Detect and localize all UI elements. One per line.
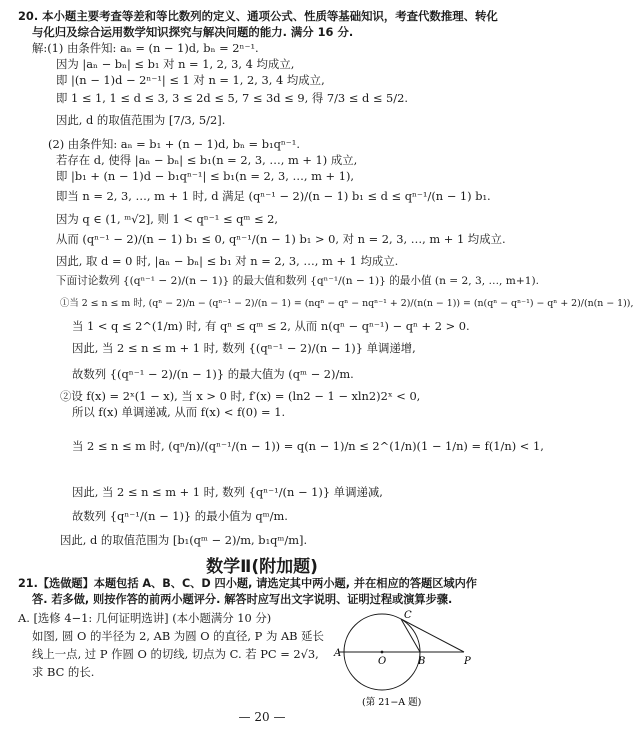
case1-line1: ①当 2 ≤ n ≤ m 时, (qⁿ − 2)/n − (qⁿ⁻¹ − 2)/(n − 1) = (nqⁿ − qⁿ − nqⁿ⁻¹ + 2)/(n(n − 1)) = (n(qⁿ − qⁿ⁻¹) − qⁿ + 2)/(n(n − 1)),: [60, 298, 633, 309]
part2-line2: 若存在 d, 使得 |aₙ − bₙ| ≤ b₁(n = 2, 3, …, m + 1) 成立,: [56, 153, 358, 167]
case2-line1: ②设 f(x) = 2ˣ(1 − x), 当 x > 0 时, f′(x) = (ln2 − 1 − xln2)2ˣ < 0,: [60, 389, 421, 403]
problem-21a-line2: 线上一点, 过 P 作圆 O 的切线, 切点为 C. 若 PC = 2√3,: [32, 647, 319, 661]
part1-line5: 因此, d 的取值范围为 [7/3, 5/2].: [56, 113, 226, 127]
label-c: C: [404, 610, 412, 621]
case1-line3: 因此, 当 2 ≤ n ≤ m + 1 时, 数列 {(qⁿ⁻¹ − 2)/(n − 1)} 单调递增,: [72, 341, 416, 355]
problem-21a-line1: 如图, 圆 O 的半径为 2, AB 为圆 O 的直径, P 为 AB 延长: [32, 629, 324, 643]
page-number: — 20 —: [238, 710, 286, 724]
final-answer-line: 因此, d 的取值范围为 [b₁(qᵐ − 2)/m, b₁qᵐ/m].: [60, 533, 308, 547]
figure-caption: (第 21−A 题): [362, 697, 422, 708]
label-o: O: [378, 656, 387, 667]
part2-line6: 从而 (qⁿ⁻¹ − 2)/(n − 1) b₁ ≤ 0, qⁿ⁻¹/(n − 1) b₁ > 0, 对 n = 2, 3, …, m + 1 均成立.: [56, 232, 506, 246]
section-title: 数学Ⅱ(附加题): [206, 557, 318, 577]
label-p: P: [464, 656, 471, 667]
case1-line2: 当 1 < q ≤ 2^(1/m) 时, 有 qⁿ ≤ qᵐ ≤ 2, 从而 n(qⁿ − qⁿ⁻¹) − qⁿ + 2 > 0.: [72, 319, 470, 333]
part2-line3: 即 |b₁ + (n − 1)d − b₁qⁿ⁻¹| ≤ b₁(n = 2, 3, …, m + 1),: [56, 169, 355, 183]
part1-line3: 即 |(n − 1)d − 2ⁿ⁻¹| ≤ 1 对 n = 1, 2, 3, 4 均成立,: [56, 73, 325, 87]
case2-line4: 因此, 当 2 ≤ n ≤ m + 1 时, 数列 {qⁿ⁻¹/(n − 1)} 单调递减,: [72, 485, 383, 499]
part2-line7: 因此, 取 d = 0 时, |aₙ − bₙ| ≤ b₁ 对 n = 2, 3, …, m + 1 均成立.: [56, 254, 399, 268]
label-b: B: [418, 656, 426, 667]
problem-21-line2: 答. 若多做, 则按作答的前两小题评分. 解答时应写出文字说明、证明过程或演算步骤.: [32, 593, 453, 606]
case2-line5: 故数列 {qⁿ⁻¹/(n − 1)} 的最小值为 qᵐ/m.: [72, 509, 288, 523]
case1-line4: 故数列 {(qⁿ⁻¹ − 2)/(n − 1)} 的最大值为 (qᵐ − 2)/m.: [72, 367, 354, 381]
part1-line2: 因为 |aₙ − bₙ| ≤ b₁ 对 n = 1, 2, 3, 4 均成立,: [56, 57, 295, 71]
part2-line5: 因为 q ∈ (1, ᵐ√2], 则 1 < qⁿ⁻¹ ≤ qᵐ ≤ 2,: [56, 212, 279, 226]
part2-line1: (2) 由条件知: aₙ = b₁ + (n − 1)d, bₙ = b₁qⁿ⁻¹.: [48, 137, 300, 151]
part1-line1: 解:(1) 由条件知: aₙ = (n − 1)d, bₙ = 2ⁿ⁻¹.: [32, 41, 259, 55]
part2-line4: 即当 n = 2, 3, …, m + 1 时, d 满足 (qⁿ⁻¹ − 2)/(n − 1) b₁ ≤ d ≤ qⁿ⁻¹/(n − 1) b₁.: [56, 189, 491, 203]
problem-20-intro-line2: 与化归及综合运用数学知识探究与解决问题的能力. 满分 16 分.: [32, 25, 354, 39]
problem-20-intro-line1: 20. 本小题主要考查等差和等比数列的定义、通项公式、性质等基础知识，考查代数推理、转化: [18, 9, 498, 23]
problem-21a-header: A. [选修 4−1: 几何证明选讲] (本小题满分 10 分): [18, 611, 272, 625]
case2-line2: 所以 f(x) 单调递减, 从而 f(x) < f(0) = 1.: [72, 405, 286, 419]
problem-21-line1: 21.【选做题】本题包括 A、B、C、D 四小题, 请选定其中两小题, 并在相应的答题区域内作: [18, 577, 477, 590]
center-dot: [381, 651, 384, 654]
label-a: A: [334, 648, 342, 659]
problem-21a-line3: 求 BC 的长.: [32, 665, 95, 679]
part2-line8: 下面讨论数列 {(qⁿ⁻¹ − 2)/(n − 1)} 的最大值和数列 {qⁿ⁻¹/(n − 1)} 的最小值 (n = 2, 3, …, m+1).: [56, 275, 539, 287]
case2-line3: 当 2 ≤ n ≤ m 时, (qⁿ/n)/(qⁿ⁻¹/(n − 1)) = q(n − 1)/n ≤ 2^(1/n)(1 − 1/n) = f(1/n) < 1,: [72, 439, 544, 453]
part1-line4: 即 1 ≤ 1, 1 ≤ d ≤ 3, 3 ≤ 2d ≤ 5, 7 ≤ 3d ≤ 9, 得 7/3 ≤ d ≤ 5/2.: [56, 91, 408, 105]
geometry-figure: [330, 610, 516, 708]
